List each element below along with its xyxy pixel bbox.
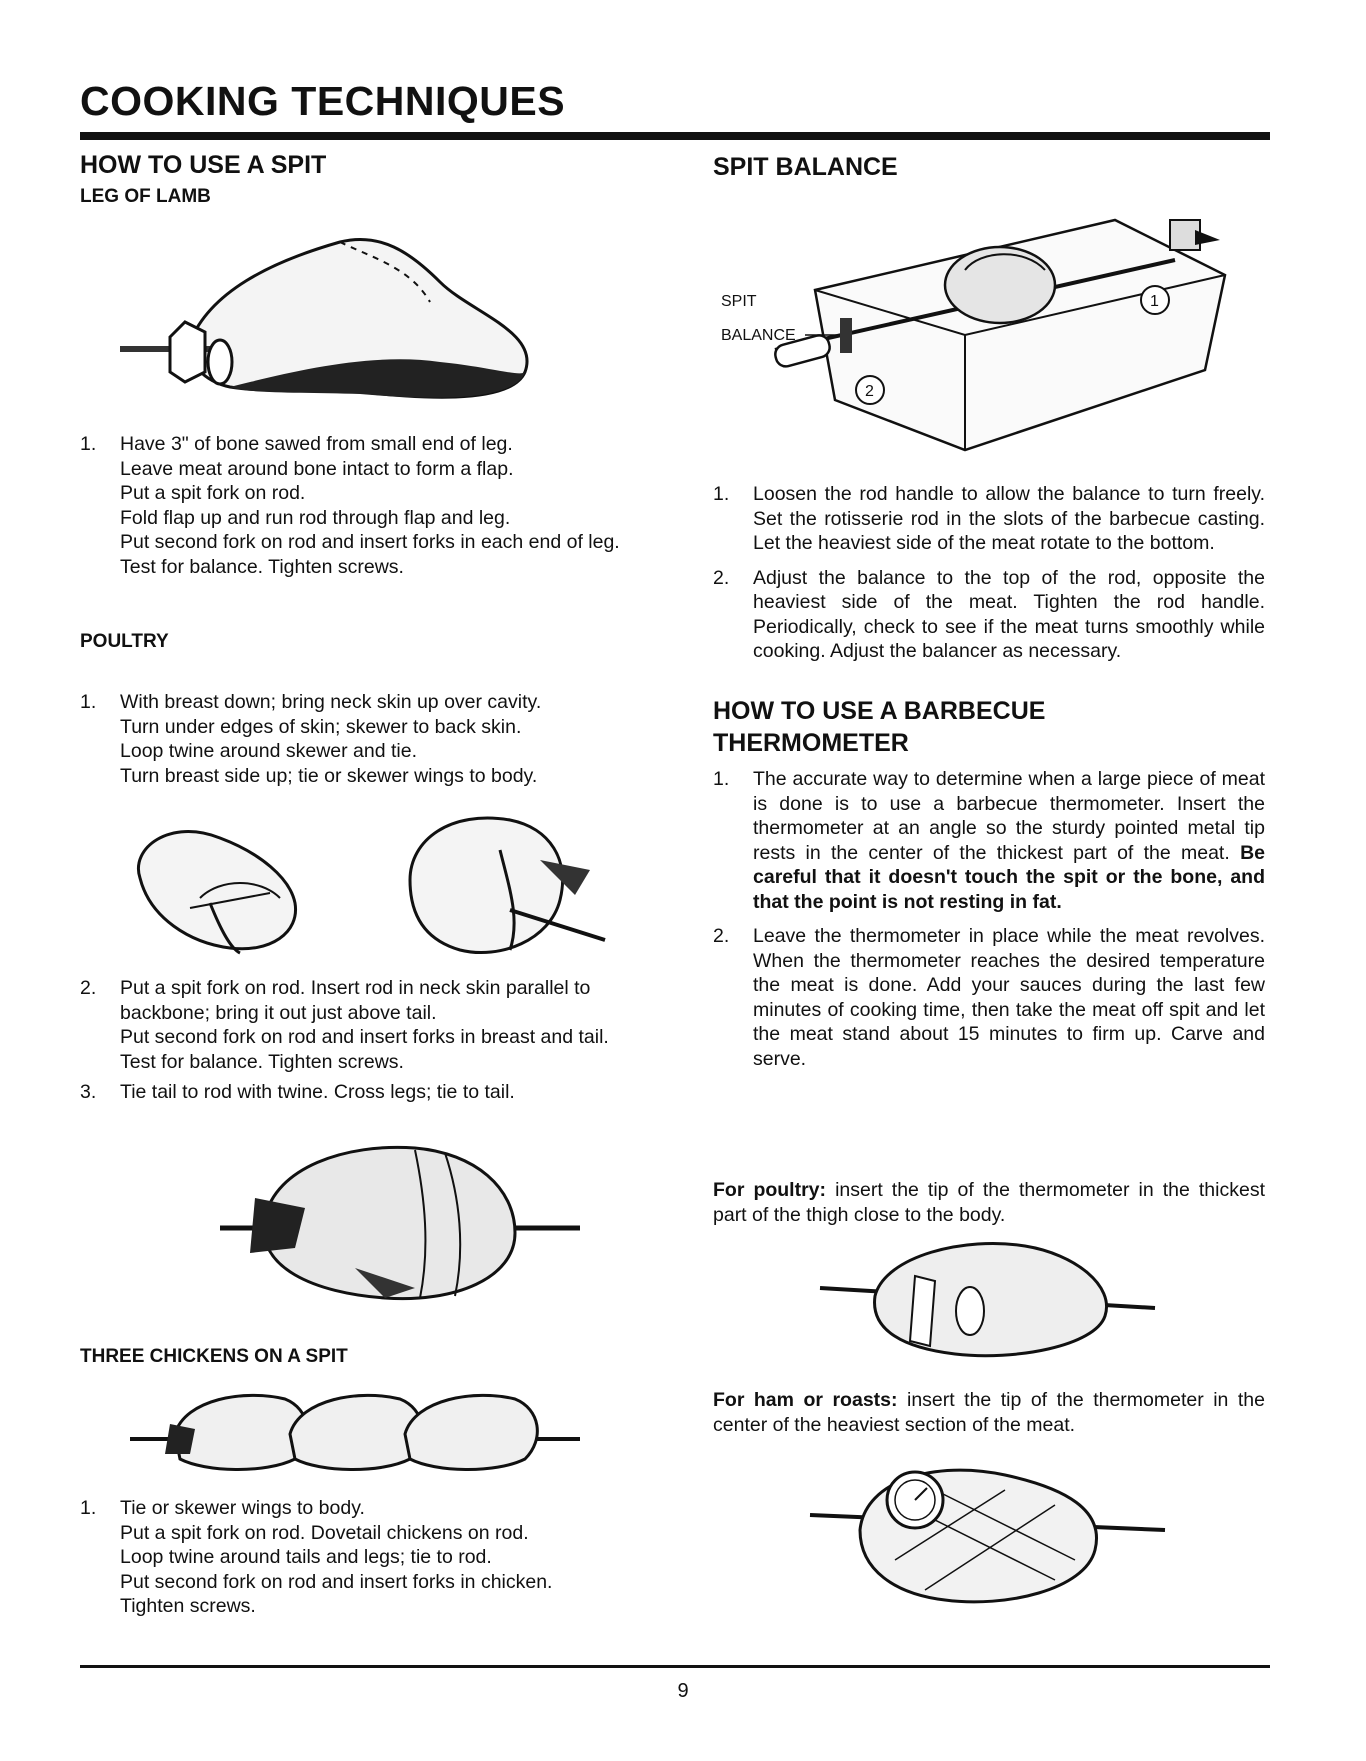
list-item: 1. The accurate way to determine when a large piece of meat is done is to use a barbecue thermometer. Insert the thermometer at an angle so the sturdy pointed metal tip rests in the center of the thickest part of the meat. Be careful that it doesn't touch the spit or the bone, and that the point is not resting in fat.: [713, 768, 1266, 913]
three-chickens-illustration: [125, 1384, 585, 1474]
thermometer-warning: Be careful that it doesn't touch the spit or the bone, and that the point is not resting in fat.: [753, 841, 1266, 913]
list-item: 1. Have 3" of bone sawed from small end of leg. Leave meat around bone intact to form a flap. Put a spit fork on rod. Fold flap up and run rod through flap and leg. Put second fork on rod and insert forks in each end of leg. Test for balance. Tighten screws.: [80, 433, 620, 578]
ham-thermometer-note: For ham or roasts: insert the tip of the thermometer in the center of the heaviest section of the meat.: [713, 1389, 1265, 1436]
list-item: 2. Leave the thermometer in place while the meat revolves. When the thermometer reaches the desired temperature the meat is done. Add your sauces during the last few minutes of cooking time, then take the meat off spit and let the meat stand about 15 minutes to firm up. Carve and serve.: [713, 925, 1265, 1070]
lamb-steps: [80, 432, 640, 579]
poultry-thermometer-note: For poultry: insert the tip of the thermometer in the thickest part of the thigh close to the body.: [713, 1179, 1266, 1226]
subheading-three-chickens: THREE CHICKENS ON A SPIT: [80, 1346, 348, 1367]
poultry-step-1: [80, 690, 640, 788]
callout-2: 2: [865, 383, 874, 400]
page-title: COOKING TECHNIQUES: [80, 78, 566, 124]
footer-rule: [80, 1665, 1270, 1668]
list-item: 2. Adjust the balance to the top of the rod, opposite the heaviest side of the meat. Tighten the rod handle. Periodically, check to see if the meat turns smoothly while cooking. Adjust the balancer as necessary.: [713, 566, 1265, 662]
header-rule: [80, 132, 1270, 140]
ham-thermometer-illustration: [805, 1460, 1175, 1610]
poultry-step-2: [80, 976, 640, 1074]
page-number: 9: [677, 1680, 689, 1702]
list-item: 1. Tie or skewer wings to body. Put a spit fork on rod. Dovetail chickens on rod. Loop twine around tails and legs; tie to rod. Put second fork on rod and insert forks in chicken. Tighten screws.: [80, 1497, 553, 1617]
poultry-thermometer-illustration: [815, 1236, 1160, 1361]
list-item: 3. Tie tail to rod with twine. Cross legs; tie to tail.: [80, 1081, 515, 1103]
section-heading-spit: HOW TO USE A SPIT: [80, 151, 327, 179]
list-item: 1. Loosen the rod handle to allow the balance to turn freely. Set the rotisserie rod in the slots of the barbecue casting. Let the heaviest side of the meat rotate to the bottom.: [713, 483, 1265, 554]
three-chickens-step-1: [80, 1496, 640, 1619]
leg-of-lamb-illustration: [110, 222, 540, 412]
poultry-step-3: [80, 1080, 640, 1105]
poultry-trussing-illustration-2: [390, 800, 610, 970]
spit-balance-label: BALANCE: [721, 327, 796, 344]
trussed-chicken-illustration: [215, 1138, 585, 1308]
subheading-poultry: POULTRY: [80, 631, 169, 652]
poultry-trussing-illustration-1: [120, 808, 310, 958]
thermometer-steps: [713, 767, 1265, 1081]
section-heading-thermometer: HOW TO USE A BARBECUE THERMOMETER: [713, 697, 1046, 757]
subheading-leg-of-lamb: LEG OF LAMB: [80, 186, 211, 207]
spit-balance-illustration: [715, 200, 1240, 460]
balance-steps: [713, 482, 1265, 674]
list-item: 2. Put a spit fork on rod. Insert rod in neck skin parallel to backbone; bring it out just above tail. Put second fork on rod and insert forks in breast and tail. Test for balance. Tighten screws.: [80, 977, 609, 1073]
section-heading-spit-balance: SPIT BALANCE: [713, 153, 898, 181]
list-item: 1. With breast down; bring neck skin up over cavity. Turn under edges of skin; skewer to back skin. Loop twine around skewer and tie. Turn breast side up; tie or skewer wings to body.: [80, 691, 542, 787]
callout-1: 1: [1150, 293, 1159, 310]
spit-balance-label: SPIT: [721, 293, 757, 310]
